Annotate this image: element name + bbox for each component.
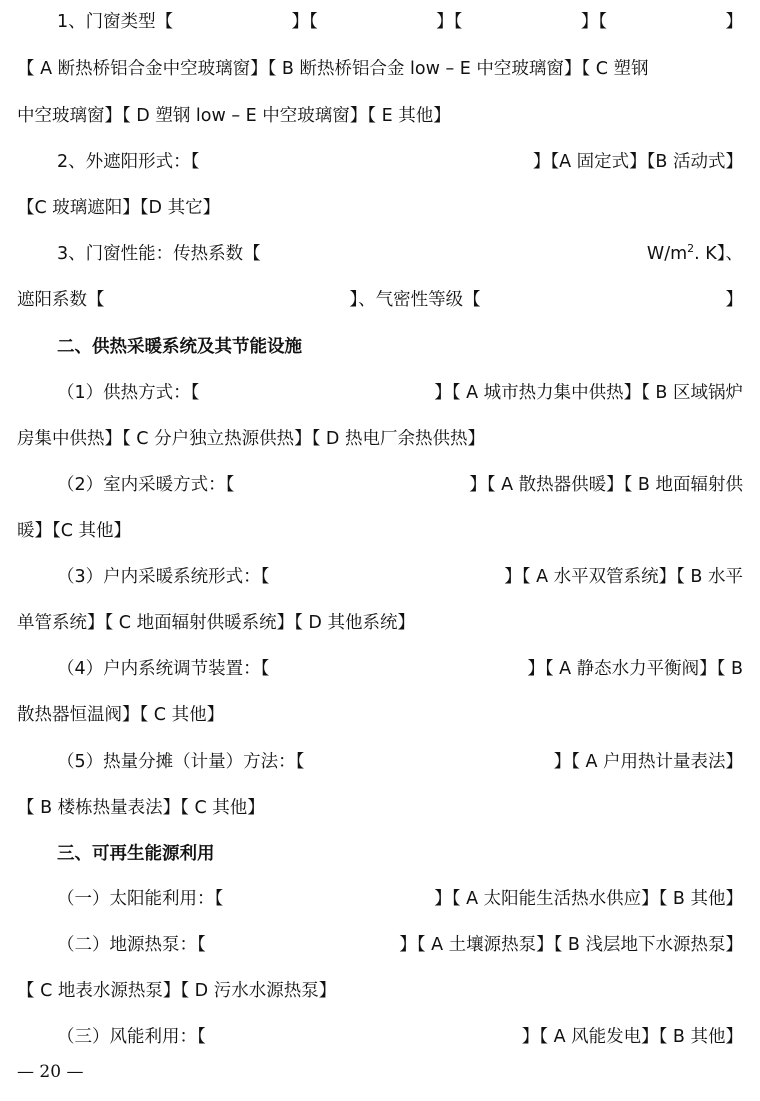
page-number: — 20 — <box>17 1062 84 1082</box>
shading-coefficient-line: 遮阳系数【 】、气密性等级【 】 <box>17 290 743 310</box>
heating-method-options-line: 房集中供热】【 C 分户独立热源供热】【 D 热电厂余热供热】 <box>17 429 485 449</box>
ground-source-options-line: 【 C 地表水源热泵】【 D 污水水源热泵】 <box>17 981 337 1001</box>
section-heading-heating: 二、供热采暖系统及其节能设施 <box>57 337 302 357</box>
external-shading-line: 2、外遮阳形式：【 】【A 固定式】【B 活动式】 <box>57 152 743 172</box>
door-window-options-line-2: 中空玻璃窗】【 D 塑钢 low – E 中空玻璃窗】【 E 其他】 <box>17 106 451 126</box>
section-heading-renewable: 三、可再生能源利用 <box>57 844 215 864</box>
door-window-options-line-1: 【 A 断热桥铝合金中空玻璃窗】【 B 断热桥铝合金 low – E 中空玻璃窗】【 C 塑钢 <box>17 59 649 79</box>
heating-method-line: （1）供热方式：【 】【 A 城市热力集中供热】【 B 区域锅炉 <box>57 383 743 403</box>
indoor-heating-options-line: 暖】【C 其他】 <box>17 521 132 541</box>
heat-metering-line: （5）热量分摊（计量）方法：【 】【 A 户用热计量表法】 <box>57 752 743 772</box>
indoor-heating-method-line: （2）室内采暖方式：【 】【 A 散热器供暖】【 B 地面辐射供 <box>57 475 743 495</box>
door-window-type-line: 1、门窗类型【 】【 】【 】【 】 <box>57 12 743 32</box>
regulation-device-options-line: 散热器恒温阀】【 C 其他】 <box>17 705 225 725</box>
solar-energy-line: （一）太阳能利用：【 】【 A 太阳能生活热水供应】【 B 其他】 <box>57 889 743 909</box>
household-heating-system-options-line: 单管系统】【 C 地面辐射供暖系统】【 D 其他系统】 <box>17 613 415 633</box>
external-shading-options-line: 【C 玻璃遮阳】【D 其它】 <box>17 198 221 218</box>
regulation-device-line: （4）户内系统调节装置：【 】【 A 静态水力平衡阀】【 B <box>57 659 743 679</box>
wind-energy-line: （三）风能利用：【 】【 A 风能发电】【 B 其他】 <box>57 1027 743 1047</box>
ground-source-heat-pump-line: （二）地源热泵：【 】【 A 土壤源热泵】【 B 浅层地下水源热泵】 <box>57 935 743 955</box>
household-heating-system-line: （3）户内采暖系统形式：【 】【 A 水平双管系统】【 B 水平 <box>57 567 743 587</box>
heat-metering-options-line: 【 B 楼栋热量表法】【 C 其他】 <box>17 798 265 818</box>
window-performance-line: 3、门窗性能：传热系数【 $W/m^2$. K】、 <box>57 242 743 264</box>
